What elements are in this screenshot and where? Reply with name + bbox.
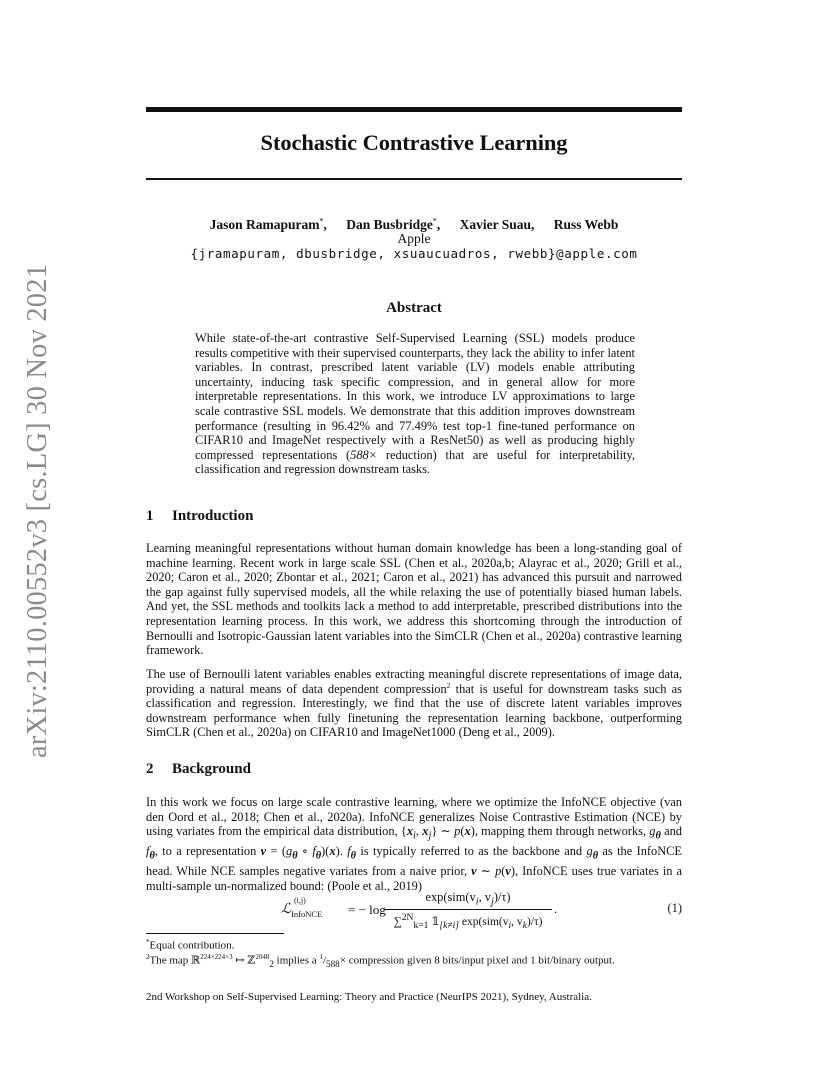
paragraph-text: as the InfoNCE head. While NCE samples negative variates from a naive prior,: [146, 844, 682, 879]
background-paragraph: [146, 795, 682, 894]
footnote-mark: 2: [446, 680, 451, 690]
numerator-text: exp(sim(v: [425, 890, 476, 904]
math-symbol: x: [406, 824, 414, 839]
section-heading-background: [146, 761, 251, 778]
author-separator: ,: [531, 216, 535, 232]
denominator-subscript: i: [508, 920, 512, 932]
footnote-subscript: 2: [269, 958, 274, 969]
intro-paragraph-2: [146, 667, 682, 740]
math-subscript: θ: [292, 850, 298, 862]
paragraph-text: (: [501, 864, 506, 879]
venue-footer: 2nd Workshop on Self-Supervised Learning: Theory and Practice (NeurIPS 2021), Sydney, Australia.: [146, 991, 592, 1003]
author-name-text: Jason Ramapuram: [209, 216, 320, 232]
author-separator: ,: [436, 216, 441, 232]
math-symbol: v: [505, 864, 511, 879]
section-title: Introduction: [172, 508, 254, 524]
equal-contribution-mark: *: [432, 216, 437, 225]
fraction-denominator: [384, 910, 552, 931]
footnote-2: $^2$The map ℝ$^{224\times 224\times 3}$ ↦ ℤ$^{2048}_2$ implies a $^1/_{588}\times$ compression given 8 bits/input pixel and 1 bit/binary output.: [146, 953, 615, 969]
author-name-text: Russ Webb: [553, 216, 619, 232]
paragraph-text: )(: [321, 844, 330, 859]
math-subscript: θ: [655, 830, 661, 842]
author-name-text: Xavier Suau: [459, 216, 531, 232]
paragraph-text: (: [460, 824, 465, 839]
author-name-text: Dan Busbridge: [346, 216, 433, 232]
denominator-text: )/τ): [526, 916, 543, 929]
summation-upper: 2N: [401, 912, 414, 924]
math-symbol: f: [347, 844, 351, 859]
footnote-superscript: 2048: [255, 953, 270, 961]
footnote-mark: 2: [146, 953, 150, 961]
infonce-equation: [146, 890, 682, 932]
paragraph-text: = (: [266, 844, 286, 859]
paragraph-text: ), mapping them through networks,: [470, 824, 650, 839]
equation-operator: = − log: [348, 902, 386, 917]
paragraph-text: is typically referred to as the backbone and: [356, 844, 587, 859]
paragraph-text: that is useful for downstream tasks such as classification and regression. Interestingly, we find that the use of discrete latent variables improves downstream performance when fully finetuning the representation learning backbone, outperforming SimCLR (Chen et al., 2020a) on CIFAR10 and ImageNet1000 (Deng et al., 2009).: [146, 681, 682, 740]
author-name: [346, 217, 440, 232]
math-symbol: v: [260, 844, 267, 859]
intro-paragraph-1: Learning meaningful representations without human domain knowledge has been a long-standing goal of machine learning. Recent work in large scale SSL (Chen et al., 2020a,b; Alayrac et al., 2020; Grill et al., 2020; Caron et al., 2020; Zbontar et al., 2021; Caron et al., 2021) has advanced this pursuit and narrowed the gap against fully supervised models, all the while relaxing the use of potentially biased human labels. And yet, the SSL methods and toolkits lack a method to add interpretable, prescribed distributions into the representation learning process. In this work, we address this shortcoming through the introduction of Bernoulli and Isotropic-Gaussian latent variables into the SimCLR (Chen et al., 2020a) contrastive learning framework.: [146, 541, 682, 658]
math-symbol: x: [329, 844, 336, 859]
math-subscript: i: [413, 830, 416, 842]
math-subscript: θ: [149, 850, 155, 862]
math-symbol: p: [495, 864, 502, 879]
footnote-text: Equal contribution.: [149, 939, 235, 952]
math-symbol: g: [586, 844, 593, 859]
footnote-mark: *: [146, 938, 150, 946]
abstract-text: While state-of-the-art contrastive Self-Supervised Learning (SSL) models produce results competitive with their supervised counterparts, they lack the ability to infer latent variables. In contrast, prescribed latent variable (LV) models enable attributing uncertainty, inducing task specific compression, and in general allow for more interpretable representations. In this work, we introduce LV approximations to large scale contrastive SSL models. We demonstrate that this addition improves downstream performance (resulting in 96.42% and 77.49% test top-1 fine-tuned performance on CIFAR10 and ImageNet respectively with a ResNet50) as well as producing highly compressed representations (: [195, 331, 635, 462]
denominator-text: , v: [511, 916, 523, 929]
equal-contribution-mark: *: [319, 216, 324, 225]
author-name: [554, 217, 619, 232]
title-top-rule: [146, 107, 682, 112]
paragraph-text: ).: [335, 844, 348, 859]
paragraph-text: ∘: [297, 844, 313, 859]
paragraph-text: } ∼: [431, 824, 455, 839]
footnote-text: ↦ ℤ: [232, 954, 256, 967]
math-symbol: g: [649, 824, 656, 839]
author-separator: ,: [323, 216, 327, 232]
paragraph-text: ∼: [476, 864, 496, 879]
math-symbol: g: [285, 844, 293, 859]
loss-subscript: InfoNCE: [291, 909, 323, 919]
abstract-heading: Abstract: [386, 300, 442, 316]
paper-title: Stochastic Contrastive Learning: [260, 130, 568, 155]
author-name: [460, 217, 535, 232]
equation-lhs: [281, 896, 323, 919]
paragraph-text: , to a representation: [154, 844, 261, 859]
section-number: 1: [146, 508, 154, 524]
equation-fraction: [384, 890, 552, 932]
denominator-subscript: k: [522, 920, 527, 932]
equation-number: (1): [667, 901, 682, 915]
fraction-numerator: 1: [319, 953, 323, 961]
math-subscript: θ: [315, 850, 322, 862]
paragraph-text: In this work we focus on large scale contrastive learning, where we optimize the InfoNCE objective (van den Oord et al., 2018; Chen et al., 2020a). InfoNCE generalizes Noise Contrastive Estimation (NCE) by using variates from the empirical data distribution, {: [146, 795, 682, 839]
title-bottom-rule: [146, 178, 682, 180]
math-symbol: x: [464, 824, 471, 839]
math-symbol: p: [454, 824, 461, 839]
abstract-emphasis: 588×: [350, 447, 378, 462]
footnote-rule: [146, 933, 284, 934]
math-symbol: x: [422, 824, 429, 839]
summation-lower: k=1: [413, 920, 429, 932]
fraction-numerator: [384, 890, 552, 910]
numerator-text: )/τ): [493, 890, 511, 904]
footnote-superscript: 224×224×3: [200, 953, 233, 961]
math-subscript: θ: [350, 850, 357, 862]
equation-period: .: [554, 902, 558, 916]
paragraph-text: and: [660, 824, 682, 839]
loss-superscript: (i,j): [294, 896, 306, 905]
numerator-subscript: i: [475, 896, 479, 908]
abstract-text: reduction) that are useful for interpretability, classification and regression downstream tasks.: [195, 447, 635, 477]
author-emails: {jramapuram, dbusbridge, xsuaucuadros, rwebb}@apple.com: [190, 246, 638, 261]
footnote-text: × compression given 8 bits/input pixel and 1 bit/binary output.: [339, 954, 615, 967]
math-symbol: f: [146, 844, 150, 859]
indicator-symbol: 𝟙: [428, 916, 440, 929]
paragraph-text: ), InfoNCE uses true variates in a multi-sample un-normalized bound: (Poole et al., 2019): [146, 864, 682, 893]
section-heading-introduction: [146, 508, 253, 525]
section-title: Background: [172, 761, 251, 777]
arxiv-identifier-stamp: arXiv:2110.00552v3 [cs.LG] 30 Nov 2021: [22, 263, 53, 758]
author-name: [210, 217, 327, 232]
loss-symbol: ℒ: [281, 902, 292, 917]
paragraph-text: The use of Bernoulli latent variables enables extracting meaningful discrete representations of image data, providing a natural means of data dependent compression: [146, 667, 682, 696]
math-symbol: f: [312, 844, 316, 859]
math-symbol: v: [471, 864, 477, 879]
paragraph-text: ,: [415, 824, 423, 839]
fraction-denominator: 588: [326, 958, 340, 969]
section-number: 2: [146, 761, 154, 777]
summation-symbol: ∑: [393, 916, 402, 929]
math-subscript: θ: [592, 850, 599, 862]
footnote-text: The map ℝ: [149, 954, 201, 967]
affiliation: Apple: [397, 231, 431, 246]
footnote-text: implies a: [273, 954, 320, 967]
abstract-body: [195, 331, 635, 477]
indicator-condition: [k≠i]: [439, 920, 459, 932]
math-subscript: j: [428, 830, 432, 842]
denominator-text: exp(sim(v: [458, 916, 509, 929]
numerator-subscript: j: [490, 896, 494, 908]
numerator-text: , v: [478, 890, 491, 904]
